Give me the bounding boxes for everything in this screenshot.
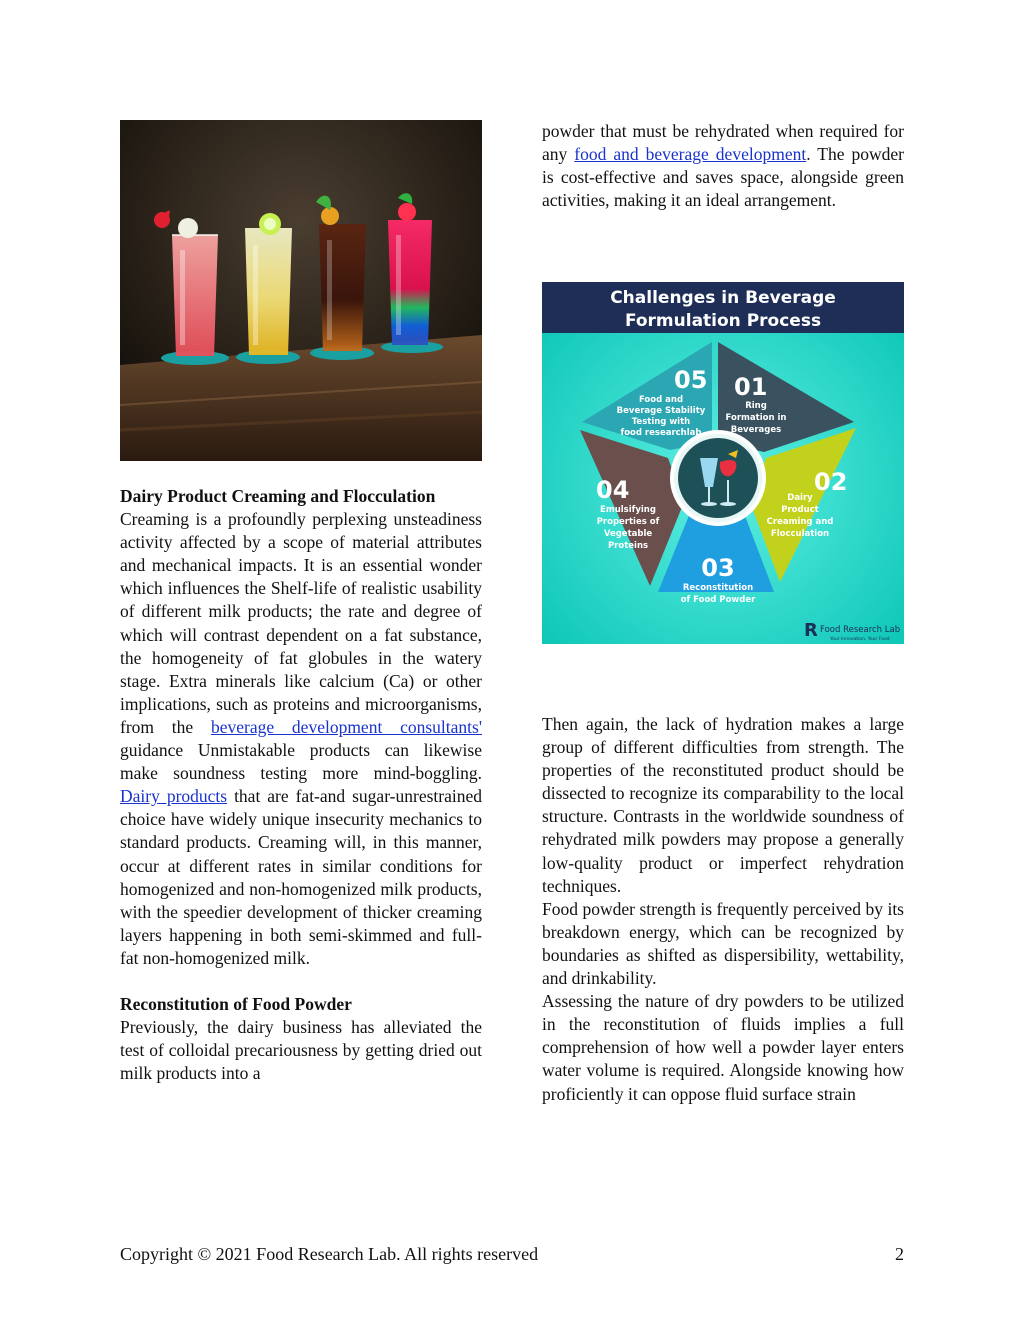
drinks-photo — [120, 120, 482, 461]
body-text: Creaming is a profoundly perplexing unsteadiness activity affected by a scope of material attributes and mechanical impacts. It is an essential wonder which influences the Shelf-life of realistic usability of different milk products; the rate and degree of which will contrast dependent on a fat substance, the homogeneity of fat globules in the watery stage. Extra minerals like calcium (Ca) or other implications, such as proteins and microorganisms, from the — [120, 509, 482, 737]
copyright-text: Copyright © 2021 Food Research Lab. All rights reserved — [120, 1244, 539, 1264]
segment-02-label-3: Creaming and — [766, 517, 834, 527]
body-text: guidance Unmistakable products can likewise make soundness testing more mind-boggling. — [120, 740, 482, 784]
segment-05-label-1: Food and — [638, 395, 684, 405]
body-text: . The powder is cost-effective and saves space, alongside green activities, making it an ideal arrangement. — [542, 144, 904, 211]
infographic-graphic — [542, 282, 904, 644]
segment-04-label-2: Properties of — [596, 517, 660, 527]
segment-04-label-1: Emulsifying — [600, 505, 656, 515]
segment-03-label-2: of Food Powder — [680, 595, 756, 605]
segment-03-label-1: Reconstitution — [682, 583, 754, 593]
segment-02-label-4: Flocculation — [770, 529, 830, 539]
segment-01-label-1: Ring — [745, 401, 767, 411]
body-text: powder that must be rehydrated when required for any — [542, 121, 904, 165]
segment-02-number: 02 — [814, 468, 848, 496]
link-food-and-beverage-development[interactable]: food and beverage development — [574, 144, 807, 165]
infographic-title-line1: Challenges in Beverage — [610, 288, 836, 308]
challenges-infographic — [542, 282, 904, 644]
center-inner — [678, 438, 758, 518]
segment-05-number: 05 — [674, 366, 708, 394]
segment-05-label-2: Beverage Stability — [616, 406, 706, 416]
brand-tagline: Your Innovation, Your Food — [830, 637, 890, 642]
link-dairy-products[interactable]: Dairy products — [120, 786, 228, 807]
drinks-photo-illustration — [120, 120, 482, 461]
right-column-top — [542, 120, 904, 212]
segment-01-label-3: Beverages — [730, 425, 782, 435]
brand-logo-icon: R — [804, 620, 818, 641]
powder-strength-paragraph: Food powder strength is frequently perceived by its breakdown energy, which can be recognized by boundaries as shifted as dispersibility, wettability, and drinkability. — [542, 898, 904, 989]
paragraph-spacer — [120, 970, 482, 993]
section-heading-reconstitution: Reconstitution of Food Powder — [120, 993, 352, 1014]
brand-name: Food Research Lab — [820, 625, 901, 635]
segment-01-number: 01 — [734, 373, 768, 401]
segment-02-label-2: Product — [781, 505, 819, 515]
link-beverage-development-consultants[interactable]: beverage development consultants' — [210, 716, 482, 737]
right-column-bottom — [542, 713, 904, 1106]
left-column — [120, 485, 482, 1085]
body-text: that are fat-and sugar-unrestrained choice have widely unique insecurity mechanics to standard products. Creaming will, in this manner, occur at different rates in similar conditions for homogenized and non-homogenized milk products, with the speedier development of thicker creaming layers happening in both semi-skimmed and full-fat non-homogenized milk. — [120, 786, 482, 968]
section-body-reconstitution: Previously, the dairy business has alleviated the test of colloidal precariousness by getting dried out milk products into a — [120, 1017, 482, 1084]
dry-powder-paragraph: Assessing the nature of dry powders to be utilized in the reconstitution of fluids implies a full comprehension of how well a powder layer enters water volume is required. Alongside knowing how proficiently it can oppose fluid surface strain — [542, 991, 904, 1104]
page-number: 2 — [895, 1244, 904, 1264]
segment-03-number: 03 — [701, 554, 735, 582]
powder-paragraph — [542, 120, 904, 212]
segment-04-label-3: Vegetable — [603, 529, 653, 539]
segment-02-label-1: Dairy — [787, 493, 813, 503]
segment-05-label-4: food researchlab — [620, 428, 702, 438]
segment-05-label-3: Testing with — [631, 417, 691, 427]
segment-04-label-4: Proteins — [607, 541, 649, 551]
segment-04-number: 04 — [596, 476, 630, 504]
section-heading-creaming: Dairy Product Creaming and Flocculation — [120, 486, 436, 506]
hydration-paragraph: Then again, the lack of hydration makes a large group of different difficulties from strength. The properties of the reconstituted product should be dissected to recognize its comparability to the local structure. Contrasts in the worldwide soundness of rehydrated milk powders may propose a generally low-quality product or imperfect rehydration techniques. — [542, 714, 904, 896]
section-body-creaming — [120, 508, 482, 970]
segment-01-label-2: Formation in — [725, 413, 787, 423]
infographic-title-line2: Formulation Process — [624, 311, 822, 331]
